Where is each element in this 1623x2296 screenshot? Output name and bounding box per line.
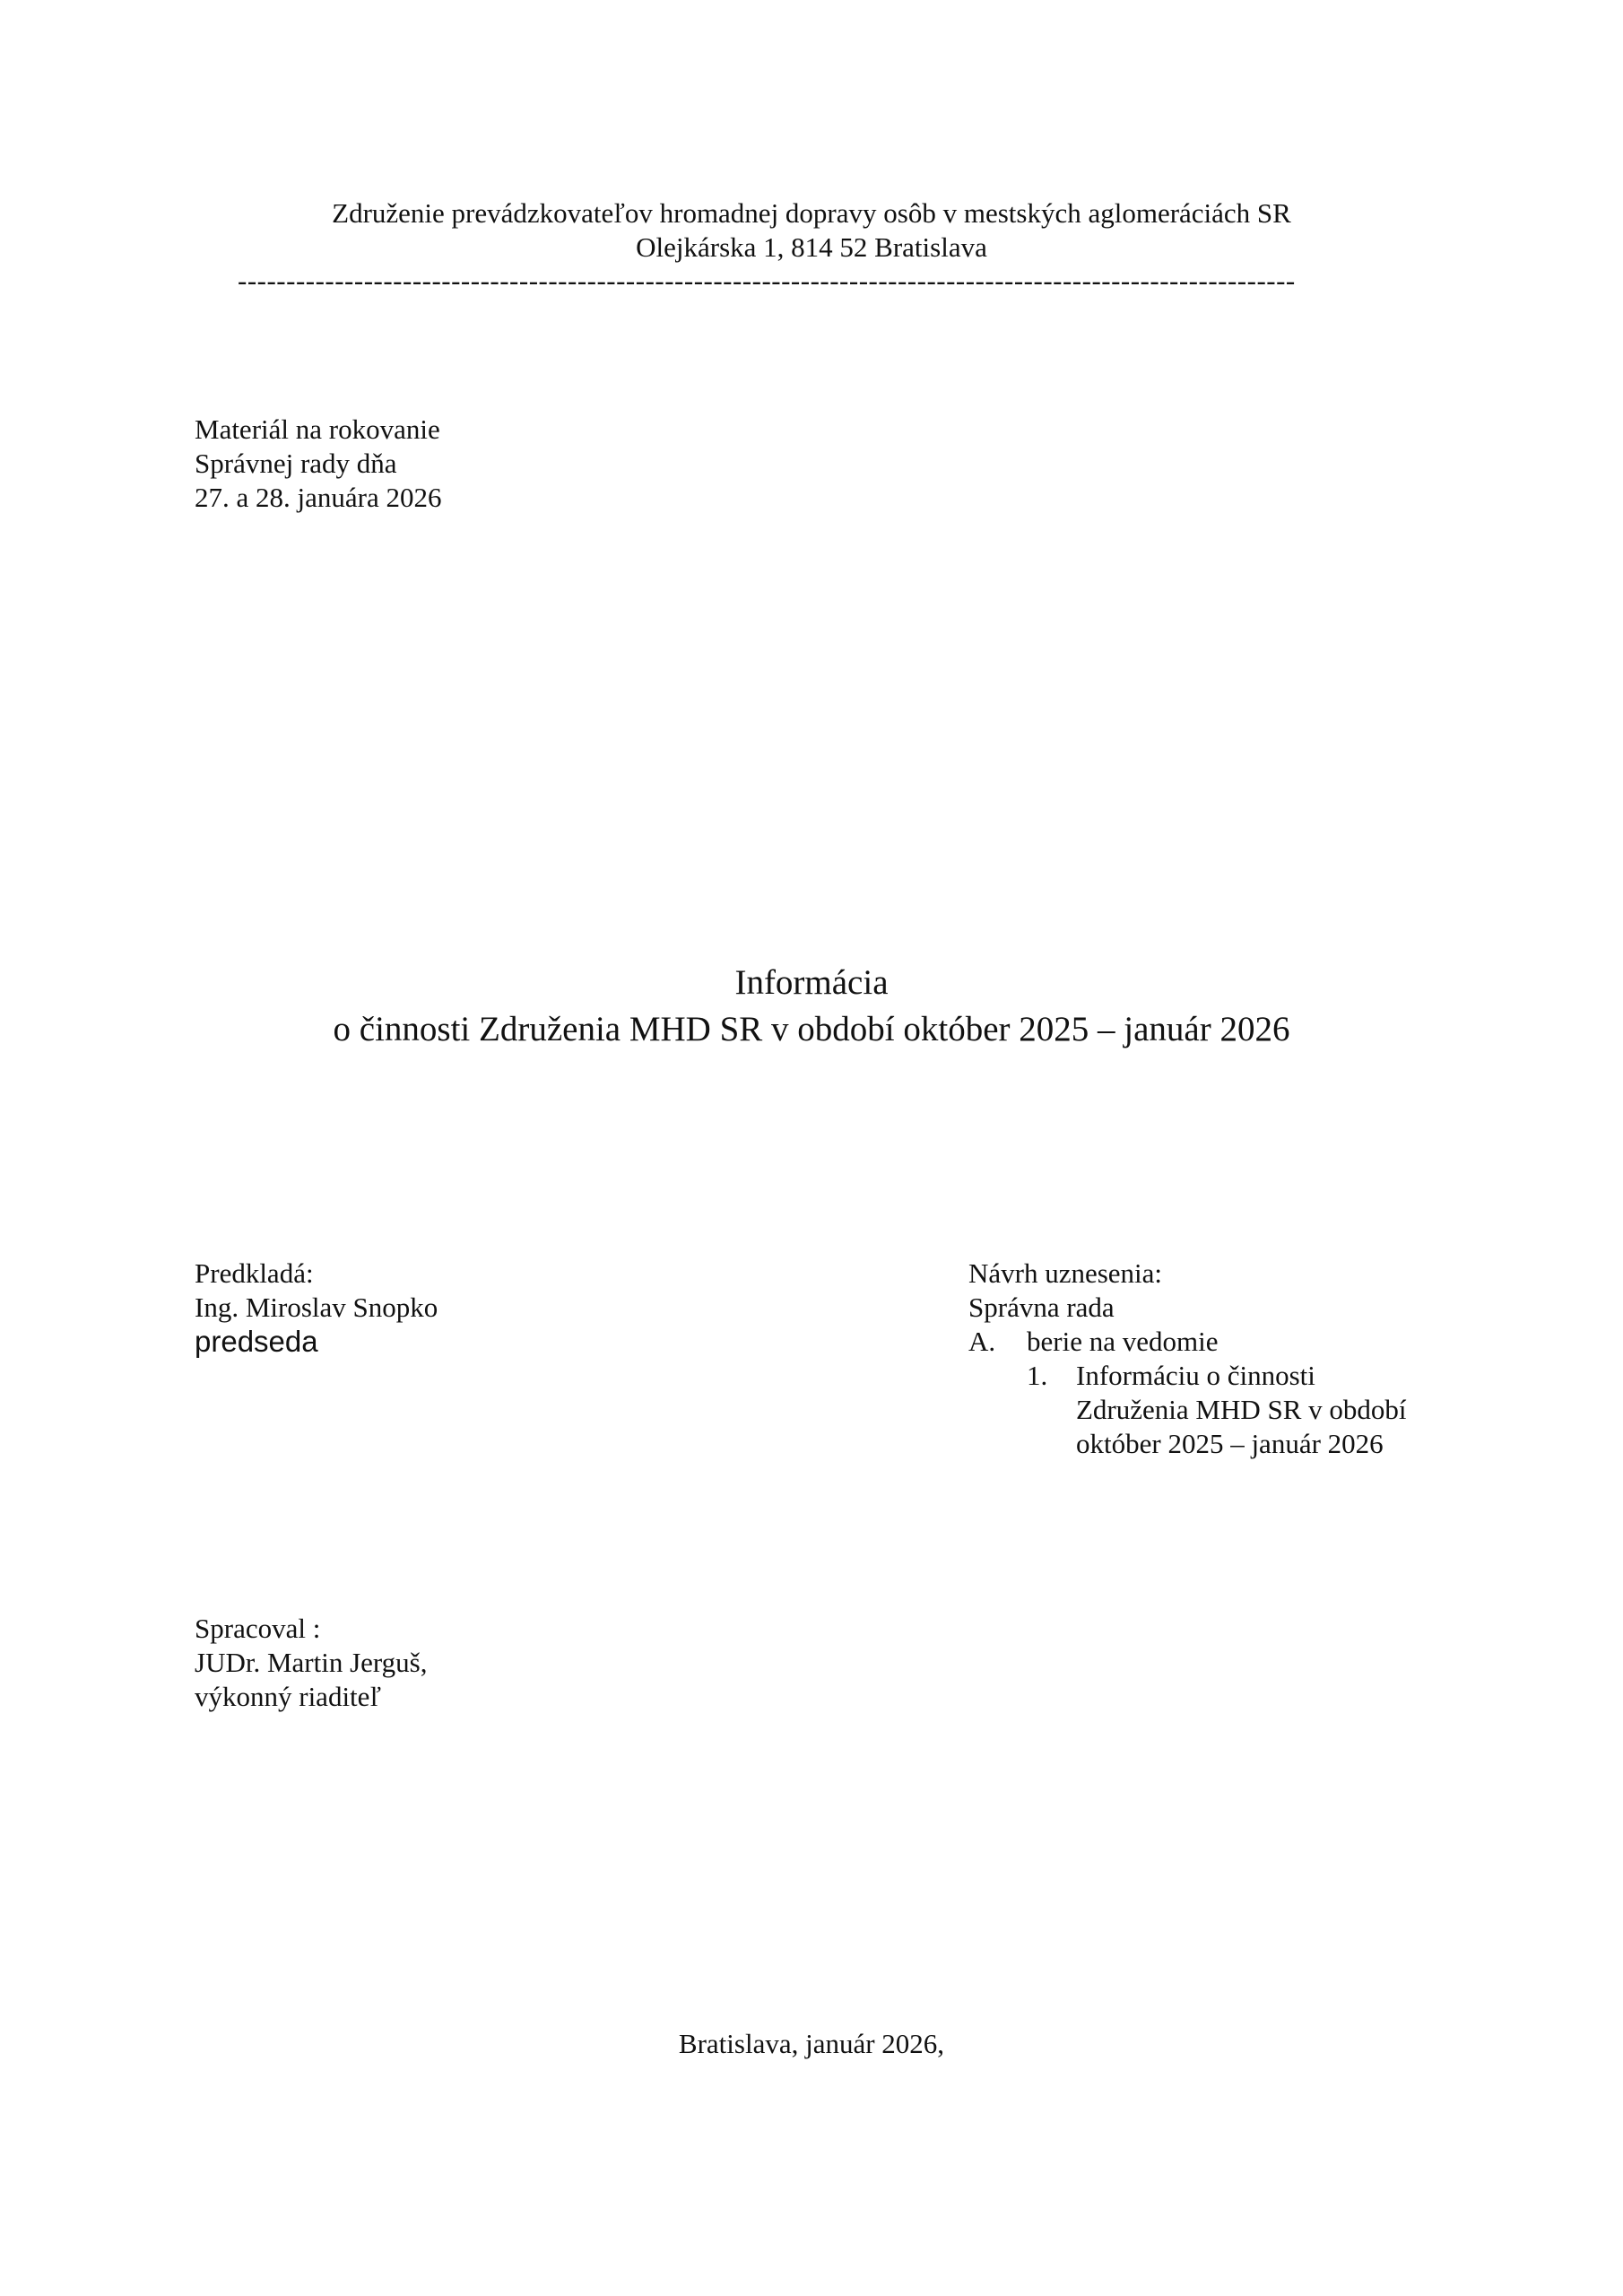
prepared-by-block (195, 1612, 427, 1714)
prepared-by-name: JUDr. Martin Jerguš, (195, 1647, 428, 1678)
material-line-2: Správnej rady dňa (195, 448, 397, 479)
material-block (195, 413, 441, 515)
organization-address: Olejkárska 1, 814 52 Bratislava (636, 231, 987, 263)
place-and-date: Bratislava, január 2026, (678, 2028, 945, 2059)
resolution-item-text: berie na vedomie (1027, 1326, 1219, 1357)
document-title: Informácia (734, 963, 889, 1002)
resolution-subitem-marker: 1. (1027, 1360, 1048, 1391)
resolution-body: Správna rada (968, 1292, 1115, 1323)
presenter-role: predseda (195, 1325, 318, 1358)
document-subtitle: o činnosti Združenia MHD SR v období október 2025 – január 2026 (333, 1010, 1290, 1048)
material-line-3: 27. a 28. januára 2026 (195, 482, 442, 513)
resolution-subitem (968, 1359, 1407, 1461)
resolution-subitem-line-3: október 2025 – január 2026 (1076, 1428, 1384, 1459)
resolution-block (968, 1257, 1407, 1461)
resolution-subitem-line-2: Združenia MHD SR v období (1076, 1394, 1407, 1425)
prepared-by-role: výkonný riaditeľ (195, 1681, 382, 1712)
presenter-label: Predkladá: (195, 1257, 314, 1289)
resolution-label: Návrh uznesenia: (968, 1257, 1163, 1289)
presenter-block (195, 1257, 438, 1359)
organization-name: Združenie prevádzkovateľov hromadnej dopravy osôb v mestských aglomeráciách SR (332, 197, 1291, 229)
prepared-by-label: Spracoval : (195, 1613, 321, 1644)
resolution-item-a (968, 1325, 1407, 1359)
resolution-item-marker: A. (968, 1326, 996, 1357)
material-line-1: Materiál na rokovanie (195, 413, 440, 445)
presenter-name: Ing. Miroslav Snopko (195, 1292, 438, 1323)
header-separator: ------------------------------------------------------------------------------------------------------------- (238, 265, 1296, 296)
resolution-subitem-line-1: Informáciu o činnosti (1076, 1360, 1315, 1391)
